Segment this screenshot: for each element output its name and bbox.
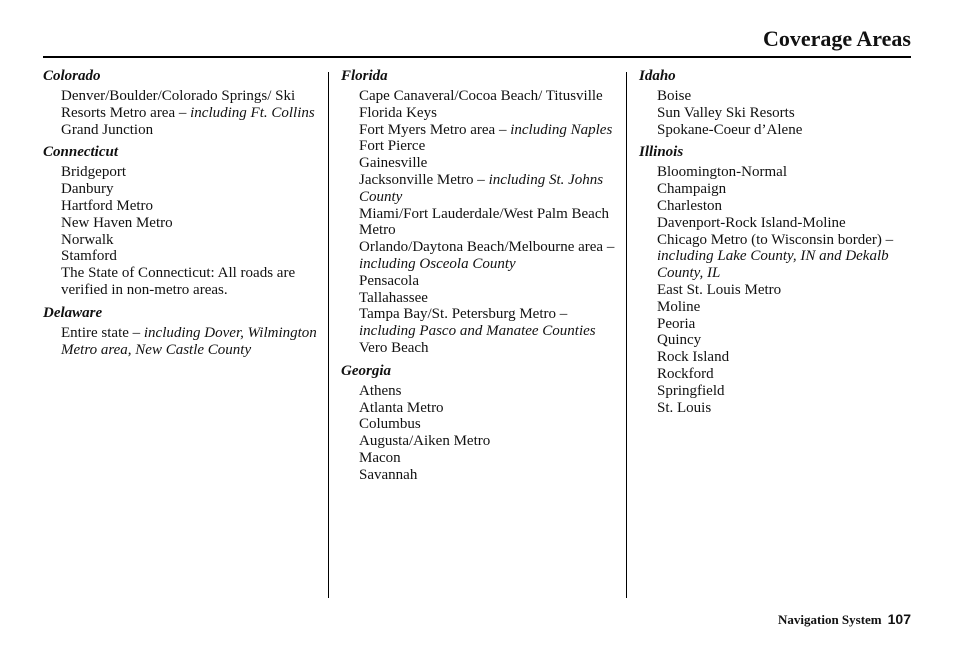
coverage-area-text: Spokane-Coeur d’Alene [657,121,803,138]
coverage-area-text: Fort Pierce [359,138,426,155]
coverage-area-text: St. Louis [657,399,712,416]
coverage-area-item [61,215,318,232]
coverage-area-note: including Dover, Wilmington Metro area, New Castle County [61,324,317,358]
coverage-area-text: Stamford [61,248,117,265]
coverage-area-text: Entire state – [61,324,144,341]
coverage-area-text: Danbury [61,181,114,198]
coverage-area-item [61,248,318,265]
coverage-area-text: Quincy [657,332,702,349]
coverage-area-item [657,198,914,215]
page-footer [778,611,911,628]
coverage-area-text: Gainesville [359,155,428,172]
coverage-area-note: including Osceola County [359,255,516,272]
coverage-area-item [657,383,914,400]
coverage-area-item [359,450,616,467]
coverage-area-item [657,181,914,198]
coverage-list [341,383,616,484]
coverage-area-note: including St. Johns County [359,171,604,205]
coverage-list [341,88,616,357]
coverage-list [639,164,914,416]
coverage-area-note: including Naples [510,121,613,138]
coverage-area-text: Orlando/Daytona Beach/Melbourne area – [359,239,615,256]
coverage-area-note: – including Lake County, IN and Dekalb County, IL [657,231,894,282]
state-section [639,143,914,416]
coverage-area-text: Athens [359,382,402,399]
coverage-area-item [657,282,914,299]
coverage-area-text: Vero Beach [359,339,429,356]
state-heading: Colorado [43,68,101,84]
coverage-area-item [359,433,616,450]
state-section [43,67,318,138]
coverage-column-3 [639,67,914,416]
coverage-area-item [359,138,616,155]
coverage-area-item [359,416,616,433]
coverage-area-text: The State of Connecticut: All roads are verified in non-metro areas. [61,265,296,298]
coverage-area-text: Augusta/Aiken Metro [359,433,491,450]
coverage-area-item [61,232,318,249]
state-section [43,304,318,359]
coverage-area-item [359,105,616,122]
coverage-area-text: Boise [657,88,692,104]
coverage-area-text: Chicago Metro (to Wisconsin border) [657,231,886,248]
coverage-area-item [657,316,914,333]
coverage-area-text: Miami/Fort Lauderdale/West Palm Beach Metro [359,205,609,239]
coverage-list [639,88,914,138]
coverage-area-item [657,164,914,181]
coverage-area-item [359,88,616,105]
coverage-area-item [359,172,616,206]
coverage-area-item [359,290,616,307]
coverage-area-text: Tampa Bay/St. Petersburg Metro – [359,306,568,323]
coverage-area-text: Tallahassee [359,289,428,306]
coverage-area-text: Moline [657,298,701,315]
coverage-list [43,164,318,298]
coverage-area-text: Savannah [359,466,418,483]
coverage-area-text: Rockford [657,365,714,382]
state-section [43,143,318,298]
coverage-area-item [359,273,616,290]
coverage-area-item [61,181,318,198]
coverage-area-item [657,88,914,105]
coverage-area-text: Rock Island [657,349,730,366]
state-section [639,67,914,138]
coverage-area-text: Atlanta Metro [359,399,444,416]
coverage-area-item [657,366,914,383]
coverage-area-text: Jacksonville Metro – [359,171,489,188]
coverage-area-item [61,122,318,139]
coverage-area-text: Hartford Metro [61,197,154,214]
coverage-area-text: Sun Valley Ski Resorts [657,104,795,121]
coverage-column-1 [43,67,318,358]
coverage-area-item [359,155,616,172]
coverage-area-item [61,164,318,181]
coverage-area-item [359,239,616,273]
coverage-area-text: Cape Canaveral/Cocoa Beach/ Titusville [359,88,603,104]
column-divider [328,72,329,598]
header-rule [43,56,911,58]
coverage-area-item [61,265,318,299]
column-divider [626,72,627,598]
coverage-area-text: Springfield [657,382,725,399]
coverage-list [43,88,318,138]
coverage-area-item [359,206,616,240]
coverage-area-text: Denver/Boulder/Colorado Springs/ Ski Resorts Metro area – [61,88,296,121]
coverage-area-item [657,232,914,282]
state-heading: Delaware [43,304,103,321]
coverage-area-text: Peoria [657,315,696,332]
page-title: Coverage Areas [762,26,911,51]
coverage-area-item [359,122,616,139]
coverage-area-item [359,383,616,400]
coverage-area-item [657,105,914,122]
coverage-area-text: Norwalk [61,231,114,248]
coverage-area-text: New Haven Metro [61,214,173,231]
coverage-area-text: Bloomington-Normal [657,164,787,181]
coverage-area-text: Columbus [359,416,421,433]
coverage-area-item [61,88,318,122]
coverage-area-item [61,325,318,359]
coverage-area-text: Florida Keys [359,104,437,121]
coverage-area-text: Davenport-Rock Island-Moline [657,214,846,231]
state-section [341,362,616,484]
coverage-area-text: Fort Myers Metro area – [359,121,511,138]
coverage-area-item [657,400,914,417]
coverage-area-text: Champaign [657,181,727,198]
coverage-area-item [359,467,616,484]
state-heading: Idaho [639,68,676,84]
coverage-area-item [359,306,616,340]
coverage-area-text: East St. Louis Metro [657,281,782,298]
coverage-area-item [61,198,318,215]
state-heading: Illinois [639,144,684,161]
coverage-area-item [359,400,616,417]
coverage-column-2 [341,67,616,484]
coverage-area-item [359,340,616,357]
state-heading: Connecticut [43,144,119,161]
page-number: 107 [887,611,911,627]
coverage-area-text: Charleston [657,197,722,214]
coverage-area-text: Macon [359,449,401,466]
coverage-area-item [657,299,914,316]
coverage-area-item [657,332,914,349]
footer-label: Navigation System [778,612,882,627]
coverage-area-item [657,215,914,232]
coverage-area-text: Pensacola [359,272,419,289]
coverage-list [43,325,318,359]
coverage-area-note: including Ft. Collins [190,104,315,121]
coverage-area-item [657,349,914,366]
coverage-area-item [657,122,914,139]
state-heading: Georgia [341,362,391,379]
coverage-area-text: Bridgeport [61,164,126,181]
state-section [341,67,616,357]
state-heading: Florida [341,68,388,84]
coverage-area-text: Grand Junction [61,121,154,138]
coverage-area-note: including Pasco and Manatee Counties [359,323,596,340]
